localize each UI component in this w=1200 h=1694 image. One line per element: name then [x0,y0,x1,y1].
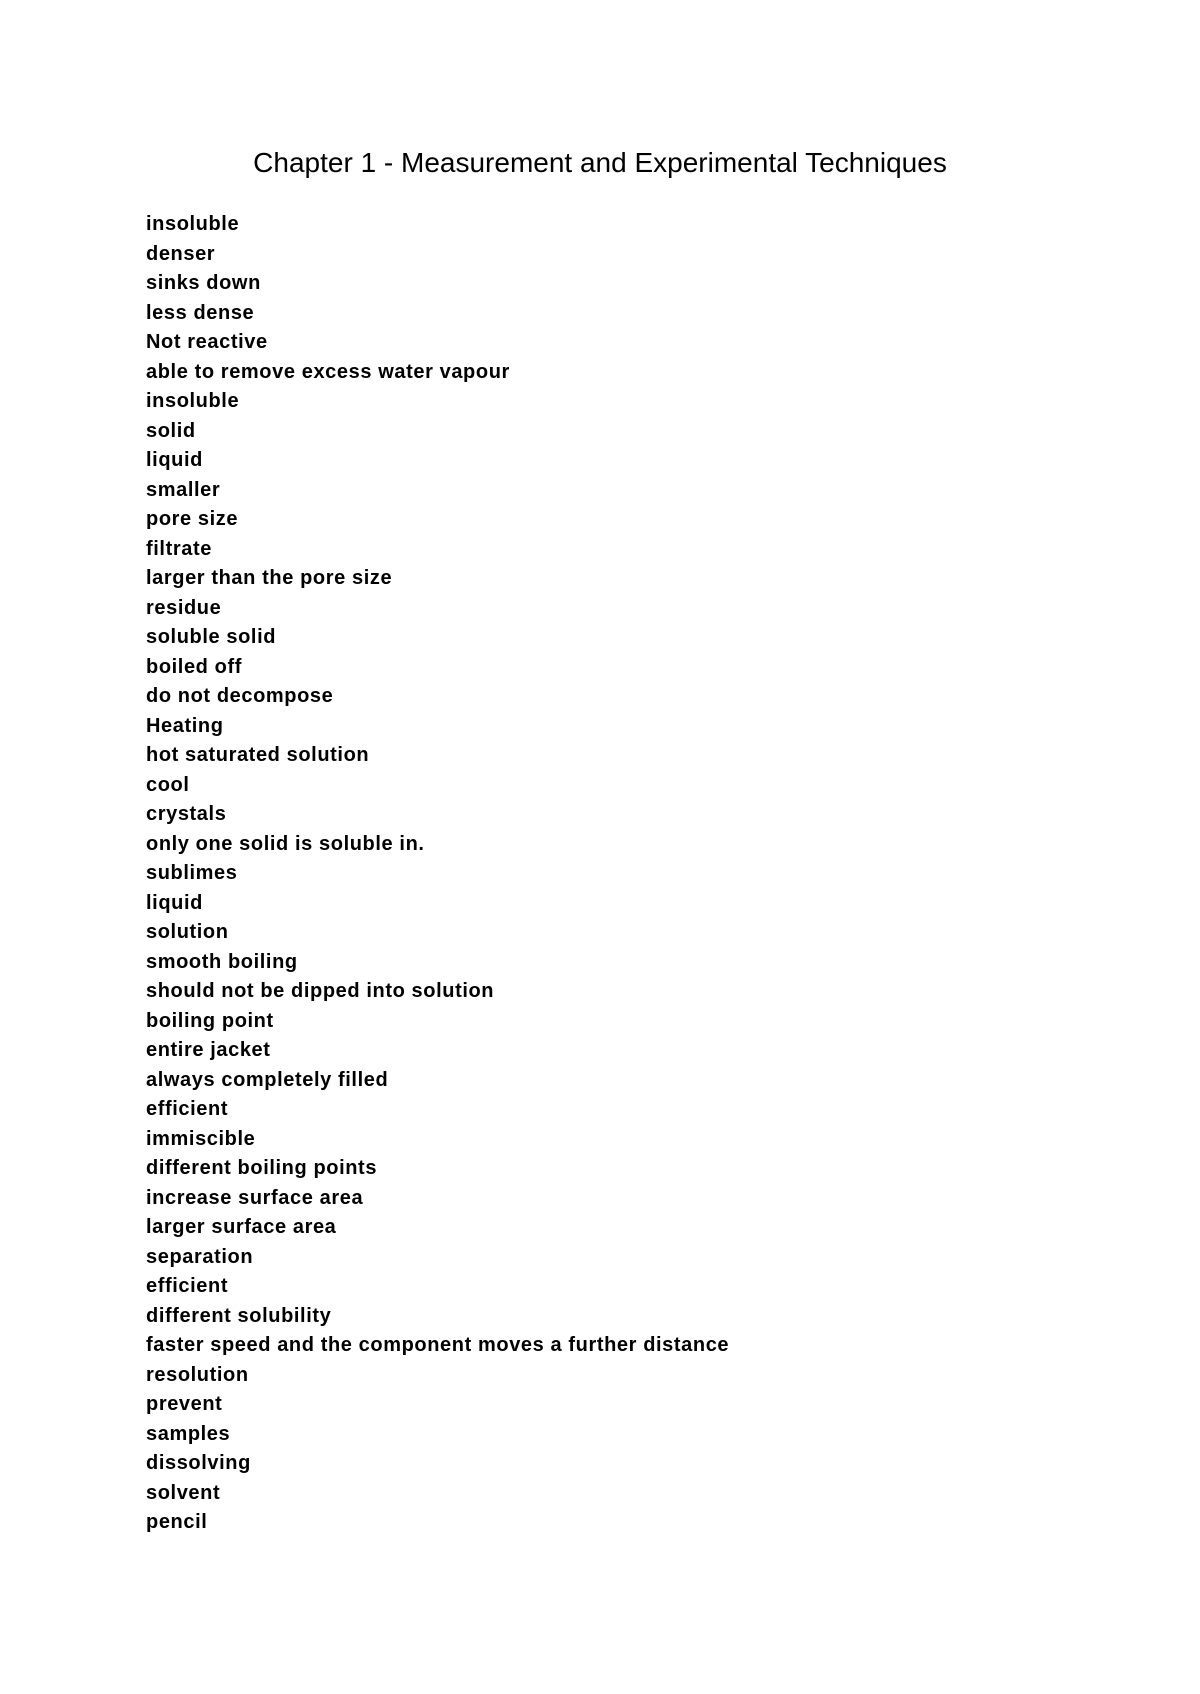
page-title: Chapter 1 - Measurement and Experimental Techniques [253,147,947,178]
answer-item: resolution [146,1363,249,1386]
answer-item: liquid [146,891,203,914]
answer-item: prevent [146,1393,223,1415]
answer-item: different solubility [146,1304,332,1327]
answer-item: boiling point [146,1009,274,1032]
answer-item: separation [146,1245,254,1268]
answer-item: filtrate [146,537,212,560]
answer-item: smooth boiling [146,950,298,973]
answer-item: increase surface area [146,1186,364,1209]
answer-item: different boiling points [146,1157,378,1179]
answer-item: efficient [146,1275,229,1297]
answer-item: efficient [146,1098,229,1120]
answer-item: entire jacket [146,1039,271,1061]
answer-item: always completely filled [146,1068,389,1091]
answer-item: solvent [146,1481,221,1504]
answer-item: able to remove excess water vapour [146,360,510,383]
answer-item: Heating [146,714,224,737]
answer-list [146,210,729,1538]
answer-item: faster speed and the component moves a further distance [146,1334,730,1356]
answer-item: pencil [146,1511,208,1533]
answer-item: sinks down [146,272,261,294]
answer-item: solid [146,419,196,442]
answer-item: immiscible [146,1127,256,1150]
answer-item: pore size [146,508,239,530]
answer-item: less dense [146,301,255,324]
answer-item: residue [146,596,222,619]
answer-item: soluble solid [146,626,277,648]
answer-item: insoluble [146,390,240,412]
answer-item: insoluble [146,213,240,235]
answer-item: do not decompose [146,685,334,707]
answer-item: crystals [146,803,227,825]
answer-item: smaller [146,478,221,501]
answer-item: cool [146,773,190,796]
answer-item: denser [146,242,216,265]
answer-item: hot saturated solution [146,744,370,766]
answer-item: dissolving [146,1452,251,1474]
answer-item: larger surface area [146,1216,337,1238]
answer-item: samples [146,1422,231,1445]
answer-item: solution [146,921,229,943]
answer-item: liquid [146,449,203,471]
answer-item: larger than the pore size [146,567,393,589]
answer-item: Not reactive [146,331,268,353]
answer-item: sublimes [146,862,238,884]
answer-item: only one solid is soluble in. [146,832,425,855]
answer-item: should not be dipped into solution [146,980,495,1002]
answer-item: boiled off [146,655,242,678]
